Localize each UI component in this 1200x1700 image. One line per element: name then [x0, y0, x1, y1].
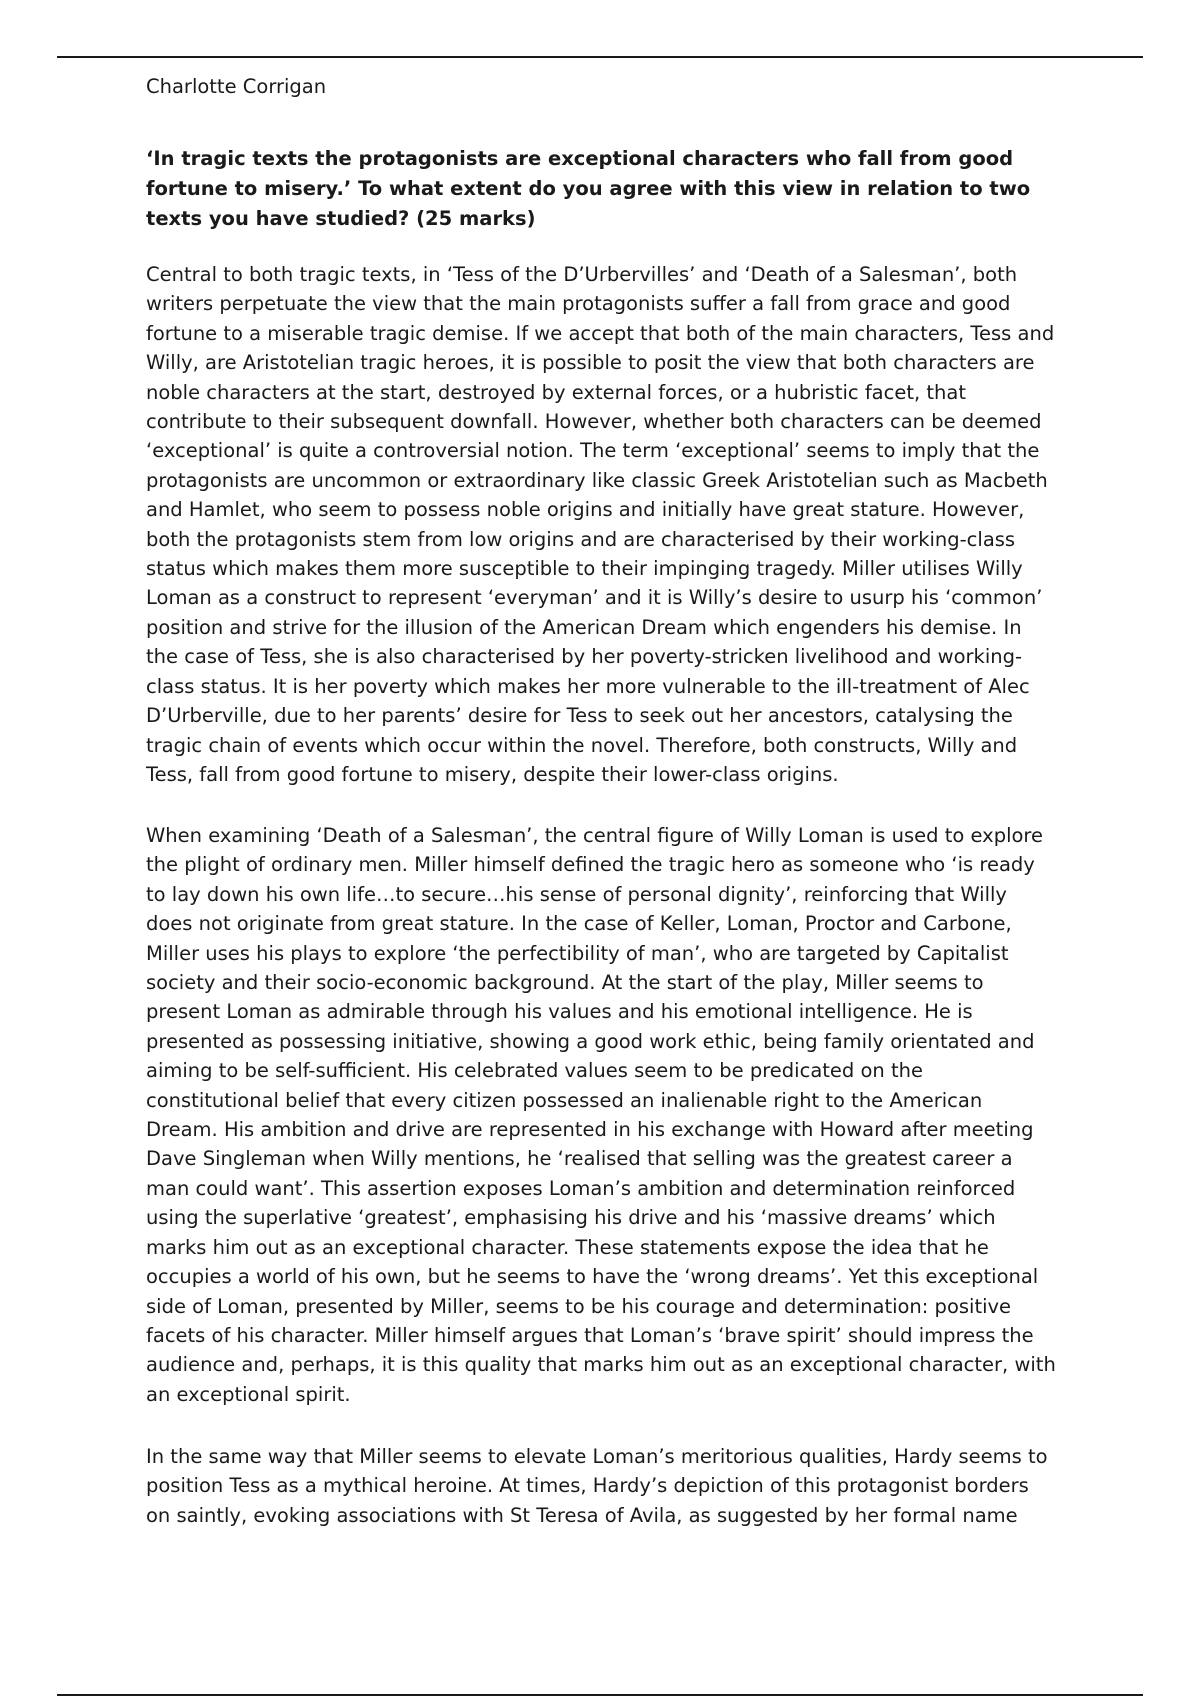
- footer-rule: [57, 1694, 1143, 1696]
- paragraph-2: When examining ‘Death of a Salesman’, the central figure of Willy Loman is used to explore the plight of ordinary men. Miller himself defined the tragic hero as someone who ‘is ready to lay down his own life…to secure…his sense of personal dignity’, reinforcing that Willy does not originate from great stature. In the case of Keller, Loman, Proctor and Carbone, Miller uses his plays to explore ‘the perfectibility of man’, who are targeted by Capitalist society and their socio-economic background. At the start of the play, Miller seems to present Loman as admirable through his values and his emotional intelligence. He is presented as possessing initiative, showing a good work ethic, being family orientated and aiming to be self-sufficient. His celebrated values seem to be predicated on the constitutional belief that every citizen possessed an inalienable right to the American Dream. His ambition and drive are represented in his exchange with Howard after meeting Dave Singleman when Willy mentions, he ‘realised that selling was the greatest career a man could want’. This assertion exposes Loman’s ambition and determination reinforced using the superlative ‘greatest’, emphasising his drive and his ‘massive dreams’ which marks him out as an exceptional character. These statements expose the idea that he occupies a world of his own, but he seems to have the ‘wrong dreams’. Yet this exceptional side of Loman, presented by Miller, seems to be his courage and determination: positive facets of his character. Miller himself argues that Loman’s ‘brave spirit’ should impress the audience and, perhaps, it is this quality that marks him out as an exceptional character, with an exceptional spirit.: [146, 824, 1056, 1406]
- header-rule: [57, 56, 1143, 58]
- author-name: Charlotte Corrigan: [146, 75, 327, 98]
- essay-question: ‘In tragic texts the protagonists are exceptional characters who fall from good fortune to misery.’ To what extent do you agree with this view in relation to two texts you have studied? (25 marks): [146, 147, 1031, 230]
- document-body: [146, 72, 1058, 1527]
- paragraph-3: In the same way that Miller seems to elevate Loman’s meritorious qualities, Hardy seems to position Tess as a mythical heroine. At times, Hardy’s depiction of this protagonist borders on saintly, evoking associations with St Teresa of Avila, as suggested by her formal name: [146, 1445, 1048, 1527]
- paragraph-1: Central to both tragic texts, in ‘Tess of the D’Urbervilles’ and ‘Death of a Salesman’, both writers perpetuate the view that the main protagonists suffer a fall from grace and good fortune to a miserable tragic demise. If we accept that both of the main characters, Tess and Willy, are Aristotelian tragic heroes, it is possible to posit the view that both characters are noble characters at the start, destroyed by external forces, or a hubristic facet, that contribute to their subsequent downfall. However, whether both characters can be deemed ‘exceptional’ is quite a controversial notion. The term ‘exceptional’ seems to imply that the protagonists are uncommon or extraordinary like classic Greek Aristotelian such as Macbeth and Hamlet, who seem to possess noble origins and initially have great stature. However, both the protagonists stem from low origins and are characterised by their working-class status which makes them more susceptible to their impinging tragedy. Miller utilises Willy Loman as a construct to represent ‘everyman’ and it is Willy’s desire to usurp his ‘common’ position and strive for the illusion of the American Dream which engenders his demise. In the case of Tess, she is also characterised by her poverty-stricken livelihood and working-class status. It is her poverty which makes her more vulnerable to the ill-treatment of Alec D’Urberville, due to her parents’ desire for Tess to seek out her ancestors, catalysing the tragic chain of events which occur within the novel. Therefore, both constructs, Willy and Tess, fall from good fortune to misery, despite their lower-class origins.: [146, 263, 1055, 786]
